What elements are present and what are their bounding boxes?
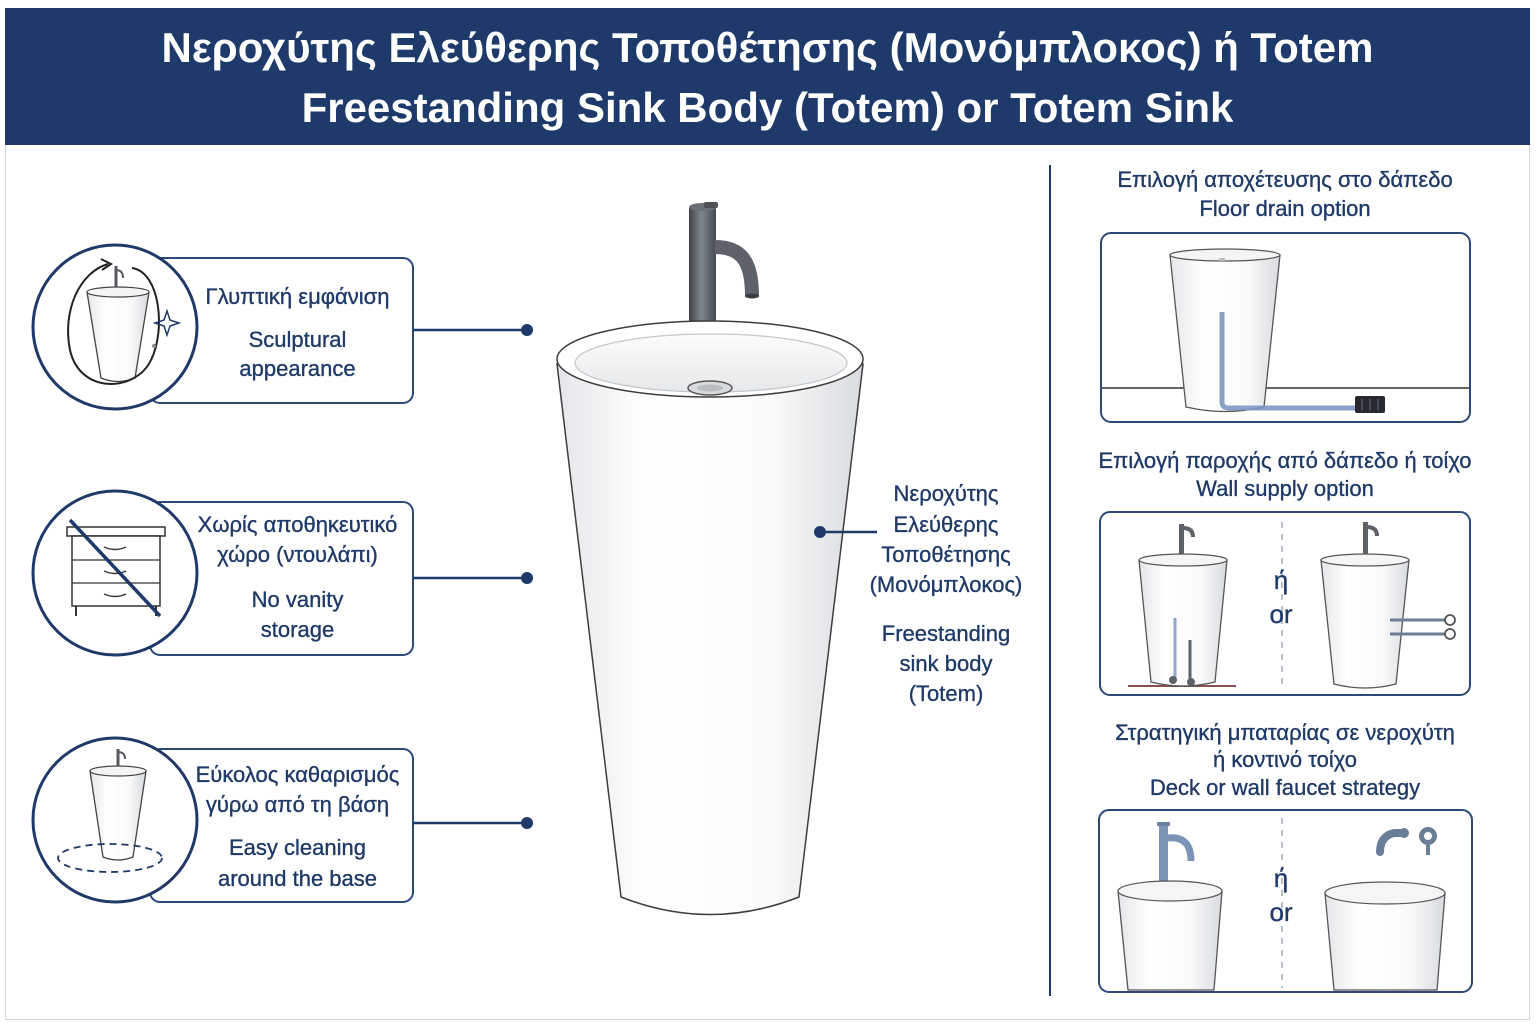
separator-greek: ή: [1273, 565, 1289, 595]
main-label-greek: Νεροχύτης: [893, 481, 999, 506]
feature-label-english: Sculptural: [248, 327, 347, 352]
main-label-english: sink body: [899, 651, 993, 676]
no-vanity-icon: [67, 520, 165, 616]
separator-greek: ή: [1273, 863, 1289, 893]
main-label-english: Freestanding: [881, 621, 1011, 646]
feature-label-english: storage: [260, 617, 335, 642]
feature-label-greek: γύρω από τη βάση: [205, 792, 390, 817]
feature-label-greek: Χωρίς αποθηκευτικό: [197, 512, 398, 537]
option-heading-greek: Στρατηγική μπαταρίας σε νεροχύτη: [1115, 720, 1455, 745]
main-label-english: (Totem): [908, 681, 984, 706]
feature-label-english: Easy cleaning: [229, 835, 366, 860]
separator-english: or: [1269, 599, 1293, 629]
option-heading-greek: ή κοντινό τοίχο: [1213, 747, 1357, 772]
option-heading-greek: Επιλογή αποχέτευσης στο δάπεδο: [1117, 167, 1453, 192]
feature-label-greek: χώρο (ντουλάπι): [217, 542, 378, 567]
option-heading-english: Floor drain option: [1199, 196, 1371, 221]
title-english: Freestanding Sink Body (Totem) or Totem Sink: [301, 84, 1234, 131]
connector-dot: [521, 572, 533, 584]
connector-dot: [521, 817, 533, 829]
feature-label-english: No vanity: [251, 587, 344, 612]
main-label-dot: [814, 526, 826, 538]
option-heading-english: Wall supply option: [1196, 476, 1374, 501]
floor-drain-icon: [1355, 396, 1385, 413]
option-heading-greek: Επιλογή παροχής από δάπεδο ή τοίχο: [1098, 448, 1472, 473]
option-box: [1101, 233, 1470, 422]
feature-label-english: appearance: [239, 356, 356, 381]
feature-label-english: around the base: [217, 866, 378, 891]
floor-drain-diagram: [1101, 233, 1470, 422]
title-greek: Νεροχύτης Ελεύθερης Τοποθέτησης (Μονόμπλοκος) ή Totem: [161, 24, 1374, 71]
separator-english: or: [1269, 897, 1293, 927]
feature-label-greek: Γλυπτική εμφάνιση: [205, 284, 390, 309]
option-heading-english: Deck or wall faucet strategy: [1149, 775, 1421, 800]
main-label-greek: Τοποθέτησης: [881, 542, 1011, 567]
feature-label-greek: Εύκολος καθαρισμός: [195, 762, 400, 787]
connector-dot: [521, 324, 533, 336]
main-label-greek: Ελεύθερης: [893, 512, 999, 537]
main-label-greek: (Μονόμπλοκος): [869, 572, 1023, 597]
